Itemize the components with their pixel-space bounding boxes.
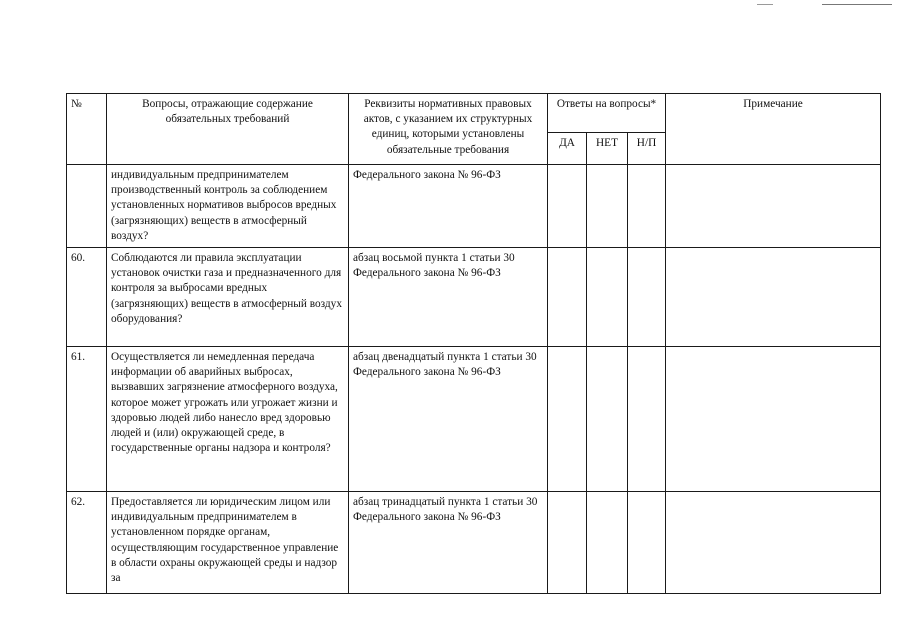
answer-na-cell[interactable]: [628, 248, 666, 347]
scan-mark: [757, 4, 773, 5]
row-number: 61.: [67, 347, 107, 492]
answer-yes-cell[interactable]: [548, 165, 587, 248]
row-number: 62.: [67, 492, 107, 594]
row-requisites: абзац восьмой пункта 1 статьи 30 Федерального закона № 96-ФЗ: [349, 248, 548, 347]
answer-no-cell[interactable]: [587, 347, 628, 492]
note-cell[interactable]: [666, 492, 881, 594]
table-row: [67, 248, 881, 347]
row-question: Предоставляется ли юридическим лицом или индивидуальным предпринимателем в установленном порядке органам, осуществляющим государственное управление в области охраны окружающей среды и надзор за: [107, 492, 349, 594]
answer-yes-cell[interactable]: [548, 347, 587, 492]
row-requisites: Федерального закона № 96-ФЗ: [349, 165, 548, 248]
note-cell[interactable]: [666, 347, 881, 492]
answer-yes-cell[interactable]: [548, 492, 587, 594]
scan-mark: [822, 4, 892, 5]
answer-no-cell[interactable]: [587, 248, 628, 347]
answer-no-cell[interactable]: [587, 165, 628, 248]
header-yes: ДА: [548, 133, 587, 165]
row-requisites: абзац тринадцатый пункта 1 статьи 30 Федерального закона № 96-ФЗ: [349, 492, 548, 594]
answer-na-cell[interactable]: [628, 347, 666, 492]
answer-na-cell[interactable]: [628, 492, 666, 594]
answer-yes-cell[interactable]: [548, 248, 587, 347]
answer-na-cell[interactable]: [628, 165, 666, 248]
header-note: Примечание: [666, 94, 881, 165]
header-requisites: Реквизиты нормативных правовых актов, с указанием их структурных единиц, которыми установлены обязательные требования: [349, 94, 548, 165]
row-number: 60.: [67, 248, 107, 347]
answer-no-cell[interactable]: [587, 492, 628, 594]
header-number: №: [67, 94, 107, 165]
row-question: Осуществляется ли немедленная передача информации об аварийных выбросах, вызвавших загрязнение атмосферного воздуха, которое может угрожать или угрожает жизни и здоровью людей либо нанесло вред здоровью людей и (или) окружающей среде, в государственные органы надзора и контроля?: [107, 347, 349, 492]
note-cell[interactable]: [666, 165, 881, 248]
header-na: Н/П: [628, 133, 666, 165]
header-no: НЕТ: [587, 133, 628, 165]
table-row: [67, 347, 881, 492]
row-number: [67, 165, 107, 248]
note-cell[interactable]: [666, 248, 881, 347]
table-row: [67, 492, 881, 594]
checklist-table: [66, 93, 881, 594]
header-row: [67, 94, 881, 133]
table-row: [67, 165, 881, 248]
row-question: индивидуальным предпринимателем производственный контроль за соблюдением установленных нормативов выбросов вредных (загрязняющих) веществ в атмосферный воздух?: [107, 165, 349, 248]
row-requisites: абзац двенадцатый пункта 1 статьи 30 Федерального закона № 96-ФЗ: [349, 347, 548, 492]
header-question: Вопросы, отражающие содержание обязательных требований: [107, 94, 349, 165]
header-answers: Ответы на вопросы*: [548, 94, 666, 133]
row-question: Соблюдаются ли правила эксплуатации установок очистки газа и предназначенного для контроля за выбросами вредных (загрязняющих) веществ в атмосферный воздух оборудования?: [107, 248, 349, 347]
